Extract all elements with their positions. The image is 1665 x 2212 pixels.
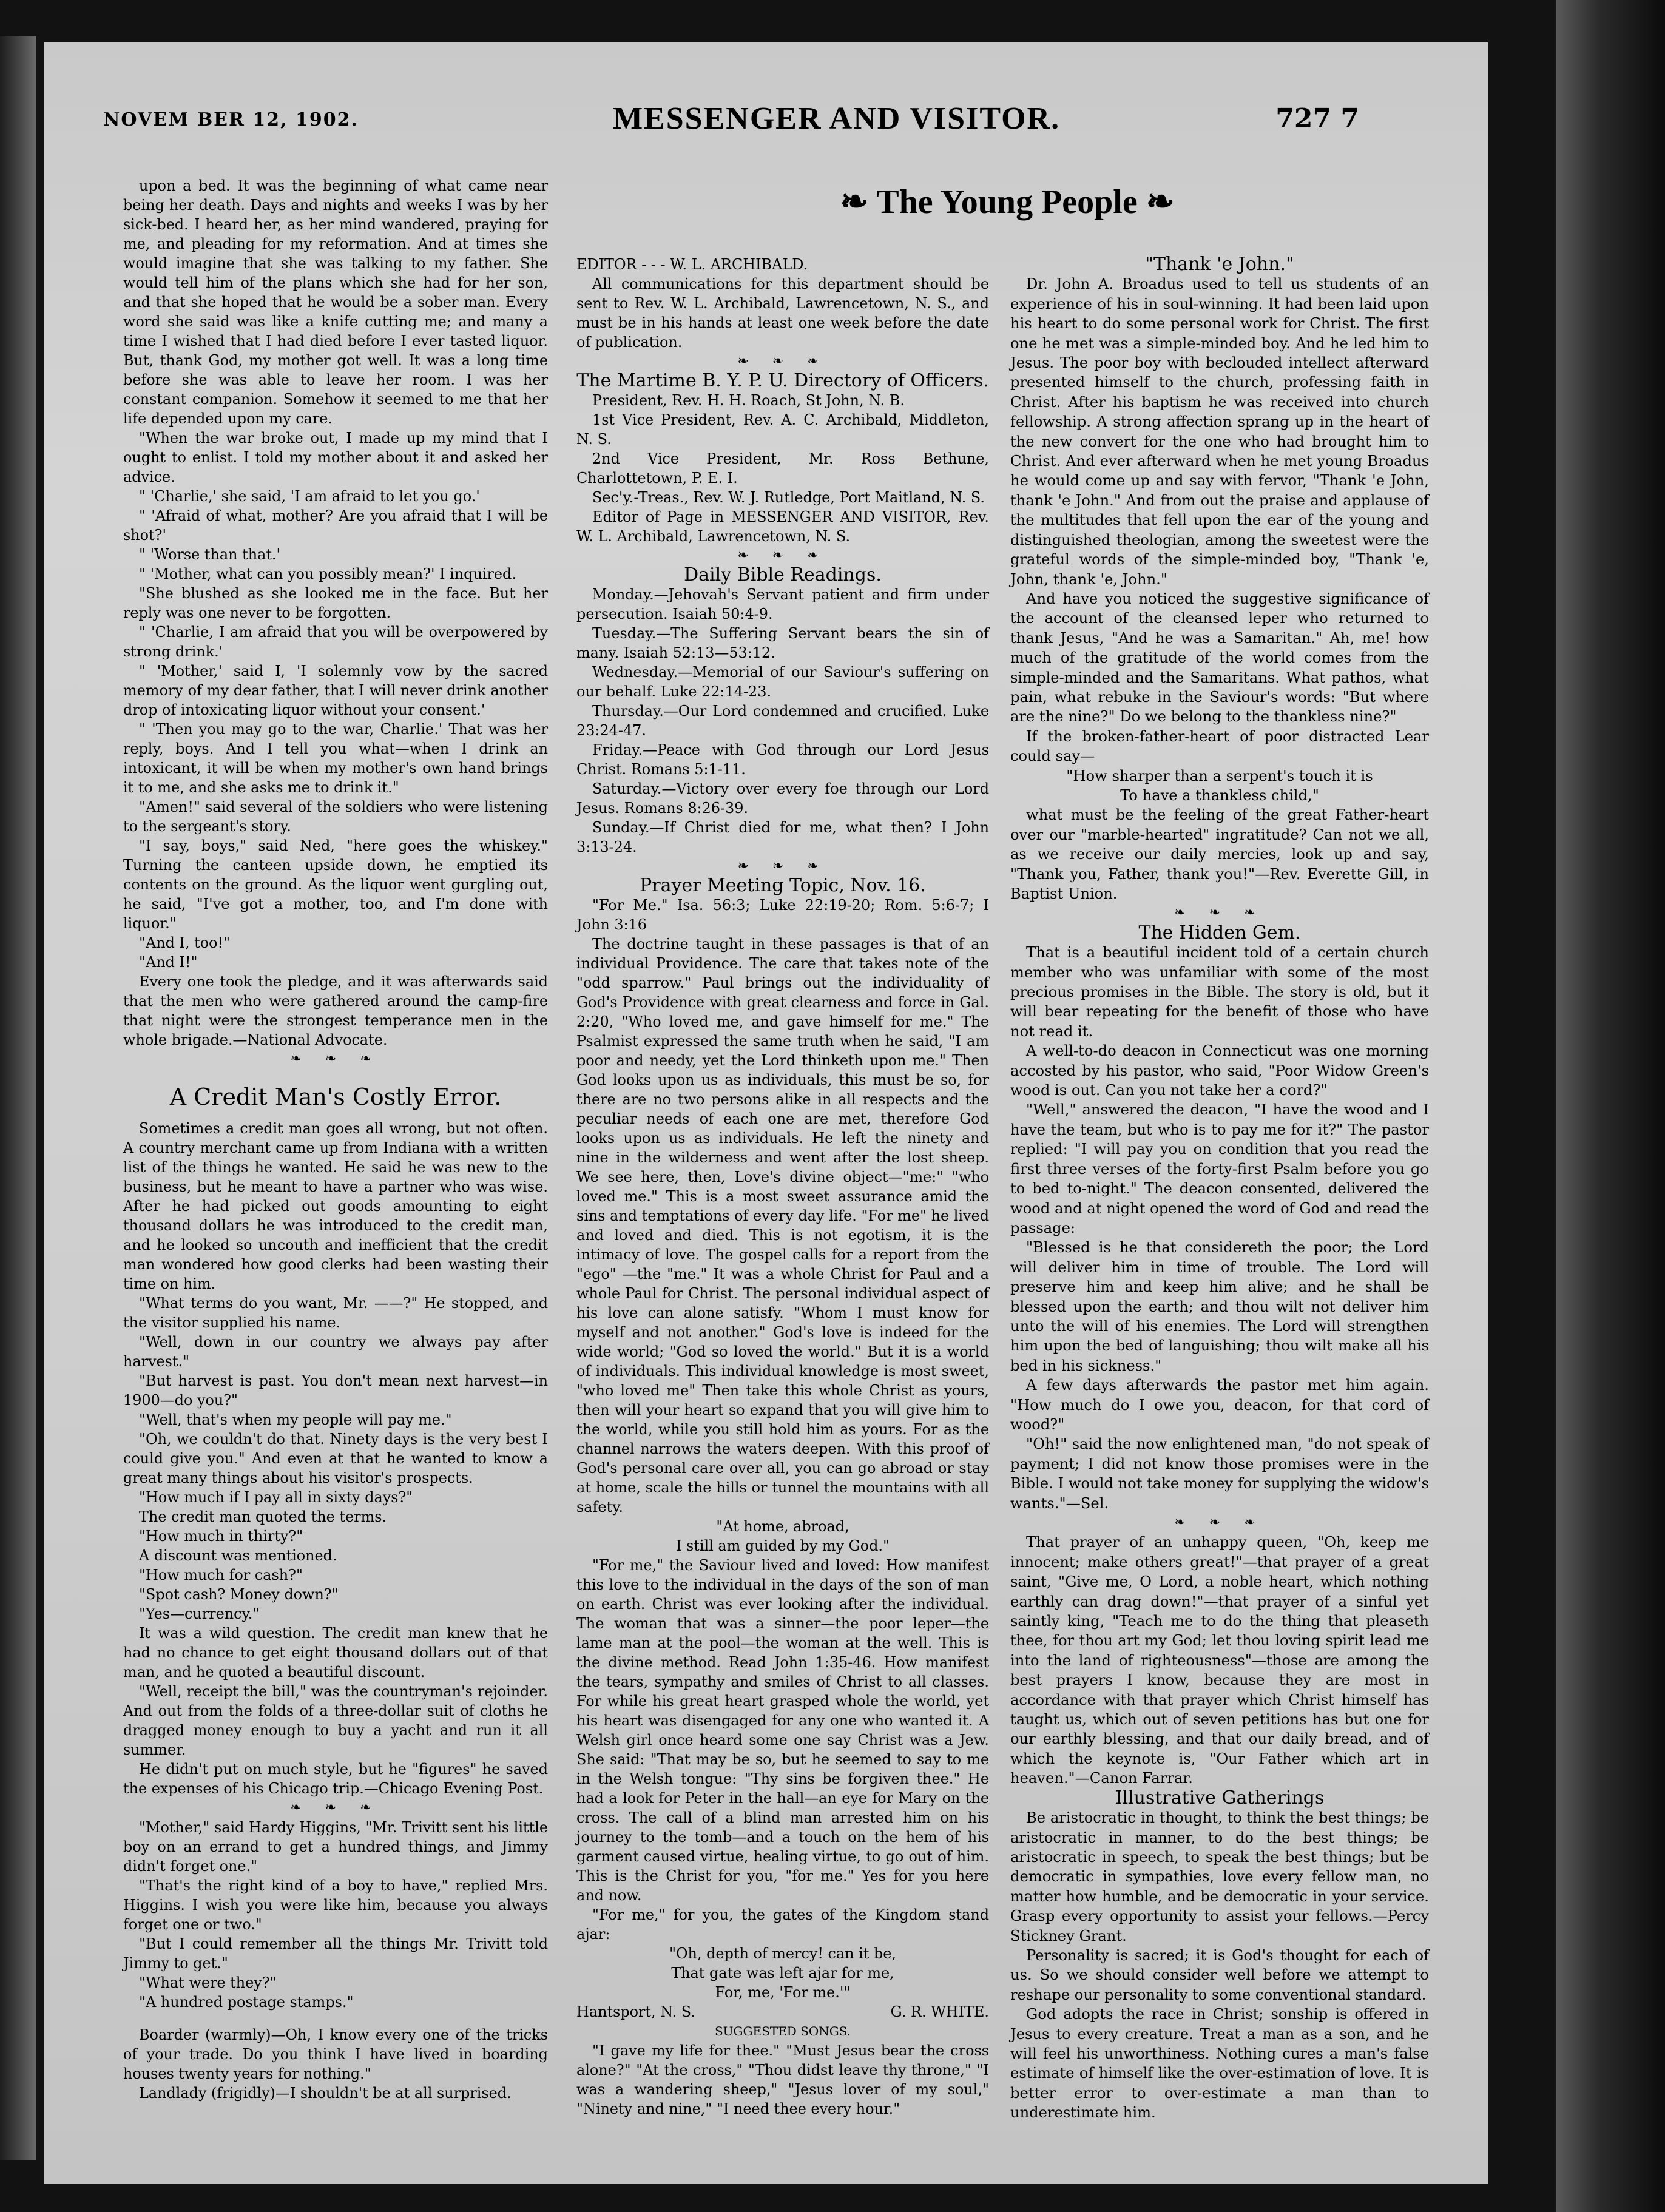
thank-john-body [1010, 274, 1429, 766]
paragraph: God adopts the race in Christ; sonship is offered in Jesus to every creature. Treat a man as a son, and he will feel his unworthiness. Nothing cures a man's false estimate of himself like the over-estimation of love. It is better error to over-estimate a man than to underestimate him. [1010, 2006, 1429, 2122]
verse-quote [576, 1944, 989, 2002]
masthead-title: MESSENGER AND VISITOR. [613, 101, 1061, 136]
hidden-gem-title: The Hidden Gem. [1138, 922, 1301, 943]
reading-entry: Tuesday.—The Suffering Servant bears the sin of many. Isaiah 52:13—53:12. [576, 625, 989, 661]
paragraph: "Well, receipt the bill," was the countryman's rejoinder. And out from the folds of a three-dollar suit of cloths he dragged money enough to buy a yacht and run it all summer. [123, 1683, 548, 1758]
hidden-gem-body [1010, 943, 1429, 1513]
directory-entry: Sec'y.-Treas., Rev. W. J. Rutledge, Port Maitland, N. S. [592, 489, 985, 506]
paragraph: "But I could remember all the things Mr. Trivitt told Jimmy to get." [123, 1935, 548, 1972]
paragraph: "Mother," said Hardy Higgins, "Mr. Trivitt sent his little boy on an errand to get a hundred things, and Jimmy didn't forget one." [123, 1819, 548, 1875]
ornament-divider: ❧ ❧ ❧ [290, 1800, 381, 1815]
paragraph: Personality is sacred; it is God's thought for each of us. So we should consider well before we attempt to reshape our personality to some conventional standard. [1010, 1946, 1429, 2003]
ornament-divider: ❧ ❧ ❧ [1174, 1515, 1265, 1530]
paragraph: "Well, down in our country we always pay after harvest." [123, 1334, 548, 1370]
editor-line: EDITOR - - - W. L. ARCHIBALD. [576, 256, 808, 273]
officer-directory [576, 391, 989, 546]
paragraph: Boarder (warmly)—Oh, I know every one of the tricks of your trade. Do you think I have lived in boarding houses twenty years for nothing." [123, 2026, 548, 2082]
paragraph: "Oh, we couldn't do that. Ninety days is the very best I could give you." And even at that he wanted to know a great many things about his visitor's prospects. [123, 1431, 548, 1486]
reading-entry: Wednesday.—Memorial of our Saviour's suffering on our behalf. Luke 22:14-23. [576, 664, 989, 700]
verse-line: "Oh, depth of mercy! can it be, [669, 1945, 897, 1962]
suggested-songs: "I gave my life for thee." "Must Jesus bear the cross alone?" "At the cross," "Thou didst leave thy throne," "I was a wandering sheep," "Jesus lover of my soul," "Ninety and nine," "I need thee every hour." [576, 2042, 989, 2117]
paragraph: Sometimes a credit man goes all wrong, but not often. A country merchant came up from Indiana with a written list of the things he wanted. He said he was new to the business, but he meant to have a partner who was wise. After he had picked out goods amounting to eight thousand dollars he was introduced to the credit man, and he looked so uncouth and inefficient that the credit man wondered how good clerks had been wasting their time on him. [123, 1120, 548, 1292]
paragraph: A few days afterwards the pastor met him again. "How much do I owe you, deacon, for that cord of wood?" [1010, 1377, 1429, 1433]
paragraph: "How much in thirty?" [139, 1528, 303, 1545]
verse-quote [576, 1517, 989, 1556]
paragraph: "When the war broke out, I made up my mind that I ought to enlist. I told my mother about it and asked her advice. [123, 430, 548, 485]
paragraph: " 'Then you may go to the war, Charlie.' That was her reply, boys. And I tell you what—when I drink an intoxicant, it will be when my mother's own hand brings it to me, and she asks me to drink it." [123, 721, 548, 796]
paragraph: "How much if I pay all in sixty days?" [139, 1489, 413, 1506]
reading-entry: Thursday.—Our Lord condemned and crucified. Luke 23:24-47. [576, 703, 989, 739]
reading-entry: Sunday.—If Christ died for me, what then? I John 3:13-24. [576, 819, 989, 855]
leaf-ornament-icon: ❧ [1137, 183, 1175, 221]
ornament-divider: ❧ ❧ ❧ [737, 548, 828, 563]
lear-quote [1010, 766, 1429, 806]
issue-date: NOVEM BER 12, 1902. [103, 109, 359, 130]
paragraph: "Well, that's when my people will pay me." [139, 1411, 452, 1428]
thank-john-body-continued [1010, 805, 1429, 903]
paragraph: That is a beautiful incident told of a certain church member who was unfamiliar with some of the most precious promises in the Bible. The story is old, but it will bear repeating for the benefit of those who have not read it. [1010, 944, 1429, 1040]
paragraph: The credit man quoted the terms. [139, 1508, 387, 1525]
paragraph: "That's the right kind of a boy to have," replied Mrs. Higgins. I wish you were like him, because you always forget one or two." [123, 1877, 548, 1933]
boarder-anecdote [123, 2025, 548, 2103]
paragraph: "What terms do you want, Mr. ——?" He stopped, and the visitor supplied his name. [123, 1295, 548, 1331]
paragraph: " 'Mother, what can you possibly mean?' I inquired. [139, 565, 516, 582]
paragraph: " 'Worse than that.' [139, 546, 281, 563]
daily-readings [576, 585, 989, 857]
paragraph: "Spot cash? Money down?" [139, 1586, 339, 1603]
paragraph: Landlady (frigidly)—I shouldn't be at all surprised. [139, 2085, 512, 2102]
leaf-ornament-icon: ❧ [840, 183, 877, 221]
paragraph: "How much for cash?" [139, 1566, 303, 1583]
paragraph: what must be the feeling of the great Father-heart over our "marble-hearted" ingratitude? Can not we all, as we receive our daily mercies, look up and say, "Thank you, Father, thank you!"—Rev. Everette Gill, in Baptist Union. [1010, 806, 1429, 902]
verse-line: That gate was left ajar for me, [671, 1964, 894, 1981]
paragraph: "Amen!" said several of the soldiers who were listening to the sergeant's story. [123, 798, 548, 835]
paragraph: "She blushed as she looked me in the face. But her reply was one never to be forgotten. [123, 585, 548, 621]
paragraph: And have you noticed the suggestive significance of the account of the cleansed leper who returned to thank Jesus, "And he was a Samaritan." Ah, me! how much of the gratitude of the world comes from the simple-minded and the Samaritans. What pathos, what pain, what rebuke in the Saviour's words: "But where are the nine?" Do we belong to the thankless nine?" [1010, 590, 1429, 726]
reading-entry: Saturday.—Victory over every foe through our Lord Jesus. Romans 8:26-39. [576, 780, 989, 817]
paragraph: "A hundred postage stamps." [139, 1994, 354, 2011]
directory-title: The Martime B. Y. P. U. Directory of Officers. [576, 370, 989, 391]
paragraph: " 'Afraid of what, mother? Are you afraid that I will be shot?' [123, 507, 548, 544]
higgins-anecdote [123, 1818, 548, 2012]
reading-entry: Monday.—Jehovah's Servant patient and firm under persecution. Isaiah 50:4-9. [576, 586, 989, 622]
paragraph: If the broken-father-heart of poor distracted Lear could say— [1010, 727, 1429, 765]
verse-line: "How sharper than a serpent's touch it is [1066, 767, 1373, 784]
sergeant-story [123, 176, 548, 1050]
paragraph: "I say, boys," said Ned, "here goes the whiskey." Turning the canteen upside down, he emptied its contents on the ground. As the liquor went gurgling out, he said, "I've got a mother, too, and I'm done with liquor." [123, 837, 548, 932]
thank-john-title: "Thank 'e John." [1145, 254, 1294, 275]
paragraph: "Oh!" said the now enlightened man, "do not speak of payment; I did not know those promises were in the Bible. I would not take money for supplying the widow's wants."—Sel. [1010, 1435, 1429, 1512]
paragraph: He didn't put on much style, but he "figures" he saved the expenses of his Chicago trip.—Chicago Evening Post. [123, 1761, 548, 1797]
verse-line: For, me, 'For me.'" [715, 1984, 851, 2001]
ornament-divider: ❧ ❧ ❧ [737, 354, 828, 369]
paragraph: Be aristocratic in thought, to think the best things; be aristocratic in manner, to do the best things; be aristocratic in speech, to speak the best things; but be democratic in sympathies, love every fellow man, no matter how humble, and be democratic in your service. Grasp every opportunity to assist your fellows.—Percy Stickney Grant. [1010, 1809, 1429, 1944]
gatherings-title: Illustrative Gatherings [1115, 1787, 1325, 1809]
verse-line: "At home, abroad, [716, 1518, 849, 1535]
paragraph: "Blessed is he that considereth the poor; the Lord will deliver him in time of trouble. The Lord will preserve him and keep him alive; and he shall be blessed upon the earth; and thou wilt not deliver him unto the will of his enemies. The Lord will strengthen him upon the bed of languishing; thou wilt make all his bed in his sickness." [1010, 1239, 1429, 1374]
ornament-divider: ❧ ❧ ❧ [737, 858, 828, 874]
page-header [103, 91, 1408, 146]
prayer-topic-reference: "For Me." Isa. 56:3; Luke 22:19-20; Rom. 5:6-7; I John 3:16 [576, 897, 989, 933]
signature-name: G. R. WHITE. [890, 2003, 989, 2020]
credit-article-title: A Credit Man's Costly Error. [169, 1084, 502, 1110]
right-page-edge [1556, 0, 1665, 2212]
illustrative-gatherings [1010, 1808, 1429, 2123]
paragraph: " 'Charlie, I am afraid that you will be overpowered by strong drink.' [123, 624, 548, 660]
paragraph: "For me," for you, the gates of the Kingdom stand ajar: [576, 1906, 989, 1943]
paragraph: Dr. John A. Broadus used to tell us students of an experience of his in soul-winning. It had been laid upon his heart to do some personal work for Christ. The first one he met was a simple-minded boy. And he led him to Jesus. The poor boy with beclouded intellect afterward presented himself to the church, professing faith in Christ. After his baptism he was received into church fellowship. A strong affection sprang up in the heart of the new convert for the one who had brought him to Christ. And ever afterward when he met young Broadus he would come up and say with fervor, "Thank 'e John, thank 'e John." And from out the praise and applause of the multitudes that fell upon the ear of the young and distinguished theologian, among the sweetest were the grateful words of the simple-minded boy, "Thank 'e, John, thank 'e, John." [1010, 275, 1429, 588]
paragraph: " 'Charlie,' she said, 'I am afraid to let you go.' [139, 488, 480, 505]
paragraph: " 'Mother,' said I, 'I solemnly vow by the sacred memory of my dear father, that I will never drink another drop of intoxicating liquor without your consent.' [123, 663, 548, 718]
paragraph: "What were they?" [139, 1974, 277, 1991]
credit-article-body [123, 1119, 548, 1798]
reading-entry: Friday.—Peace with God through our Lord Jesus Christ. Romans 5:1-11. [576, 741, 989, 778]
prayer-topic-body [576, 934, 989, 1517]
readings-title: Daily Bible Readings. [684, 564, 882, 585]
section-banner [813, 182, 1201, 237]
editor-note: All communications for this department should be sent to Rev. W. L. Archibald, Lawrencetown, N. S., and must be in his hands at least one week before the date of publication. [576, 275, 989, 351]
songs-title: SUGGESTED SONGS. [714, 2024, 851, 2038]
column-right [1010, 255, 1429, 2123]
paragraph: "Yes—currency." [139, 1605, 260, 1622]
directory-entry: 2nd Vice President, Mr. Ross Bethune, Charlottetown, P. E. I. [576, 450, 989, 487]
left-page-edge [0, 36, 36, 2160]
ornament-divider: ❧ ❧ ❧ [1174, 905, 1265, 921]
paragraph: It was a wild question. The credit man knew that he had no chance to get eight thousand dollars out of that man, and he quoted a beautiful discount. [123, 1625, 548, 1681]
signature-line [576, 2002, 989, 2021]
column-left [123, 176, 548, 2103]
paragraph: "Well," answered the deacon, "I have the wood and I have the team, but who is to pay me for it?" The pastor replied: "I will pay you on condition that you read the first three verses of the forty-first Psalm before you go to bed to-night." The deacon consented, delivered the wood and at night opened the word of God and read the passage: [1010, 1101, 1429, 1236]
verse-line: I still am guided by my God." [675, 1537, 890, 1554]
directory-entry: 1st Vice President, Rev. A. C. Archibald, Middleton, N. S. [576, 411, 989, 448]
section-title: The Young People [876, 183, 1138, 221]
paragraph: "And I, too!" [139, 934, 231, 951]
paragraph: A well-to-do deacon in Connecticut was one morning accosted by his pastor, who said, "Poor Widow Green's wood is out. Can you not take her a cord?" [1010, 1042, 1429, 1099]
prayer-topic-body-continued [576, 1556, 989, 1944]
paragraph: "But harvest is past. You don't mean next harvest—in 1900—do you?" [123, 1372, 548, 1409]
directory-entry: President, Rev. H. H. Roach, St John, N. B. [592, 392, 905, 409]
paragraph: A discount was mentioned. [139, 1547, 337, 1564]
directory-entry: Editor of Page in MESSENGER AND VISITOR, Rev. W. L. Archibald, Lawrencetown, N. S. [576, 508, 989, 545]
column-middle [576, 255, 989, 2119]
paragraph: "For me," the Saviour lived and loved: How manifest this love to the individual in the days of the son of man on earth. Christ was ever looking after the individual. The woman that was a sinner—the poor leper—the lame man at the pool—the woman at the well. This is the divine method. Read John 1:35-46. How manifest the tears, sympathy and smiles of Christ to all classes. For while his great heart grasped whole the world, yet his heart was disengaged for any one who wanted it. A Welsh girl once heard some one say Christ was a Jew. She said: "That may be so, but he seemed to say to me in the Welsh tongue: "Thy sins be forgiven thee." He had a look for Peter in the hall—an eye for Mary on the cross. The call of a blind man arrested him on his journey to the tomb—and a touch on the hem of his garment caused virtue, healing virtue, to go out of him. This is the Christ for you, "for me." Yes for you here and now. [576, 1557, 989, 1904]
page-number: 727 7 [1275, 103, 1359, 134]
paragraph: The doctrine taught in these passages is that of an individual Providence. The care that takes note of the "odd sparrow." Paul brings out the individuality of God's Providence with great clearness and force in Gal. 2:20, "Who loved me, and gave himself for me." The Psalmist expressed the same truth when he said, "I am poor and needy, yet the Lord thinketh upon me." Then God looks upon us as individuals, this must be so, for there are no two persons alike in all respects and the peculiar needs of each one are met, therefore God looks upon us as individuals. He left the ninety and nine in the wilderness and went after the lost sheep. We see here, then, Love's divine object—"me:" "who loved me." This is a most sweet assurance amid the sins and temptations of every day life. "For me" he lived and loved and died. This is not egotism, it is the intimacy of love. The gospel calls for a report from the "ego" —the "me." It was a whole Christ for Paul and a whole Paul for Christ. The personal individual aspect of his love can alone satisfy. "Whom I must know for myself and not another." God's love is indeed for the wide world; "God so loved the world." But it is a world of individuals. This individual knowledge is most sweet, "who loved me" Then take this whole Christ as yours, then will your heart so expand that you will give him to the world, while you still hold him as yours. For as the channel narrows the waters deepen. With this proof of God's personal care over all, you can go abroad or stay at home, scale the hills or tunnel the mountains with all safety. [576, 936, 989, 1516]
ornament-divider: ❧ ❧ ❧ [290, 1051, 381, 1067]
prayer-topic-title: Prayer Meeting Topic, Nov. 16. [640, 875, 926, 896]
prayers-paragraph: That prayer of an unhappy queen, "Oh, keep me innocent; make others great!"—that prayer of a great saint, "Give me, O Lord, a noble heart, which nothing earthly can drag down!"—that prayer of a sinful yet saintly king, "Teach me to do the thing that pleaseth thee, for thou art my God; let thou loving spirit lead me into the land of righteousness"—those are among the best prayers I know, because they are most in accordance with that prayer which Christ himself has taught us, which out of seven petitions has but one for our earthly blessing, and that our daily bread, and of which the keynote is, "Our Father which art in heaven."—Canon Farrar. [1010, 1534, 1429, 1787]
verse-line: To have a thankless child," [1120, 786, 1319, 804]
paragraph: upon a bed. It was the beginning of what came near being her death. Days and nights and weeks I was by her sick-bed. I heard her, as her mind wandered, praying for me, and pleading for my reformation. And at times she would imagine that she was talking to my father. She would tell him of the plans which she had for her son, and that she hoped that he would be a sober man. Every word she said was like a knife cutting me; and many a time I wished that I had died before I ever tasted liquor. But, thank God, my mother got well. It was a long time before she was able to leave her room. I was her constant companion. Somehow it seemed to me that her life depended upon my care. [123, 177, 548, 427]
paragraph: "And I!" [139, 954, 198, 971]
signature-place: Hantsport, N. S. [576, 2003, 695, 2020]
paragraph: Every one took the pledge, and it was afterwards said that the men who were gathered around the camp-fire that night were the strongest temperance men in the whole brigade.—National Advocate. [123, 973, 548, 1048]
